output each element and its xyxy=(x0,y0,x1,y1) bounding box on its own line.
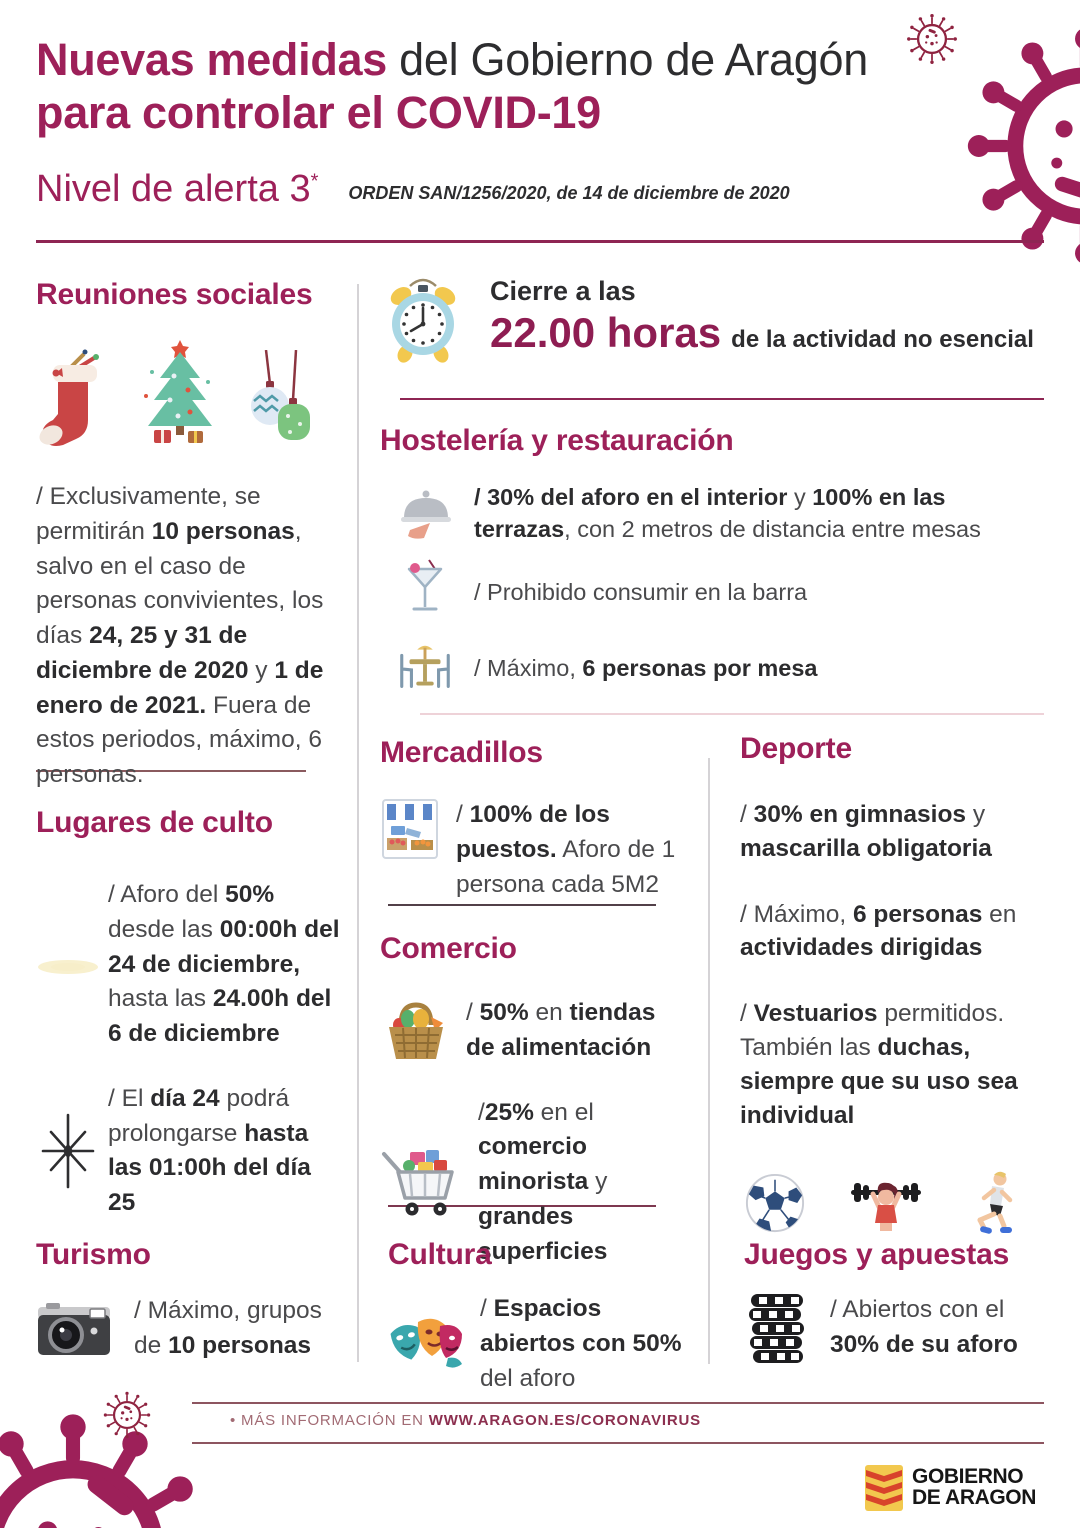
grocery-basket-icon xyxy=(380,997,452,1065)
bethlehem-star-icon xyxy=(36,1113,100,1189)
header-divider xyxy=(36,240,1044,243)
section-comercio xyxy=(380,932,680,1269)
theater-masks-icon xyxy=(388,1312,466,1376)
christmas-tree-icon xyxy=(138,338,222,448)
cierre-prefix: Cierre a las xyxy=(490,276,636,306)
section-turismo xyxy=(36,1238,348,1364)
food-service-cloche-icon xyxy=(394,486,456,542)
section-title: Comercio xyxy=(380,932,517,965)
section-title: Deporte xyxy=(740,732,852,765)
section-reuniones-sociales xyxy=(36,278,340,793)
footer-divider xyxy=(192,1442,1044,1444)
section-juegos-y-apuestas xyxy=(744,1238,1046,1366)
christmas-stocking-icon xyxy=(36,348,114,448)
section-divider xyxy=(388,904,656,906)
weightlifting-icon xyxy=(848,1171,924,1235)
comercio-item-text: /25% en el comercio minorista y grandes superficies xyxy=(478,1098,608,1265)
candle-glow-icon xyxy=(36,945,100,985)
running-icon xyxy=(966,1170,1020,1236)
lugares-item-text: / El día 24 podrá prolongarse hasta las 01:00h del día 25 xyxy=(108,1084,311,1217)
aragon-shield-icon xyxy=(864,1464,904,1512)
hosteleria-item-text: / 30% del aforo en el interior y 100% en las terrazas, con 2 metros de distancia entre mesas xyxy=(474,484,981,542)
hosteleria-item-text: / Máximo, 6 personas por mesa xyxy=(474,654,818,681)
deporte-item-text: / 30% en gimnasios y mascarilla obligatoria xyxy=(740,801,992,862)
footer-divider xyxy=(192,1402,1044,1404)
section-title: Turismo xyxy=(36,1238,151,1271)
alarm-clock-icon xyxy=(380,272,466,371)
section-title: Juegos y apuestas xyxy=(744,1238,1010,1271)
cierre-time: 22.00 horas xyxy=(490,309,722,356)
alert-level-row xyxy=(36,168,790,211)
section-lugares-de-culto xyxy=(36,806,342,1221)
vertical-divider xyxy=(708,758,710,1364)
poker-chips-icon xyxy=(744,1290,810,1366)
coronavirus-small-icon xyxy=(100,1388,154,1442)
order-reference: ORDEN SAN/1256/2020, de 14 de diciembre de 2020 xyxy=(348,183,790,203)
alert-asterisk: * xyxy=(310,170,319,193)
section-hosteleria xyxy=(380,424,1045,697)
juegos-item-text: / Abiertos con el 30% de su aforo xyxy=(830,1296,1018,1358)
section-title: Mercadillos xyxy=(380,736,543,769)
section-cierre xyxy=(380,272,1044,371)
section-title: Lugares de culto xyxy=(36,806,273,839)
section-divider xyxy=(420,713,1044,715)
cierre-text xyxy=(490,272,1034,357)
christmas-icons-row xyxy=(36,336,340,448)
christmas-baubles-icon xyxy=(246,350,312,448)
section-cultura xyxy=(388,1238,690,1396)
section-title: Cultura xyxy=(388,1238,492,1271)
lugares-item-text: / Aforo del 50% desde las 00:00h del 24 de diciembre, hasta las 24.00h del 6 de diciembre xyxy=(108,881,340,1048)
sports-icons-row xyxy=(740,1170,1052,1236)
alert-level: Nivel de alerta 3* xyxy=(36,168,319,210)
cierre-suffix: de la actividad no esencial xyxy=(731,326,1034,353)
turismo-item-text: / Máximo, grupos de 10 personas xyxy=(134,1297,322,1359)
section-divider xyxy=(400,398,1044,400)
deporte-item-text: / Máximo, 6 personas en actividades dirigidas xyxy=(740,900,1017,962)
section-title: Hostelería y restauración xyxy=(380,424,734,457)
logo-text: GOBIERNO DE ARAGON xyxy=(912,1465,1036,1509)
section-title: Reuniones sociales xyxy=(36,278,313,311)
reuniones-text: / Exclusivamente, se permitirán 10 personas, salvo en el caso de personas convivientes, los días 24, 25 y 31 de diciembre de 2020 y 1 de enero de 2021. Fuera de estos periodos, máximo, 6 personas. xyxy=(36,483,324,789)
camera-icon xyxy=(36,1299,112,1359)
vertical-divider xyxy=(357,284,359,1362)
soccer-ball-icon xyxy=(744,1172,806,1234)
section-deporte xyxy=(740,732,1052,1236)
hosteleria-item-text: / Prohibido consumir en la barra xyxy=(474,578,808,605)
gobierno-de-aragon-logo xyxy=(864,1464,1036,1512)
cocktail-glass-icon xyxy=(394,559,456,625)
mercadillos-item-text: / 100% de los puestos. Aforo de 1 persona cada 5M2 xyxy=(456,801,676,898)
market-stall-icon xyxy=(380,798,440,862)
footer-info: • MÁS INFORMACIÓN EN WWW.ARAGON.ES/CORONAVIRUS xyxy=(230,1412,701,1429)
deporte-item-text: / Vestuarios permitidos. También las duchas, siempre que su uso sea individual xyxy=(740,1000,1018,1129)
page-title: Nuevas medidas del Gobierno de Aragón para controlar el COVID-19 xyxy=(36,34,868,138)
comercio-item-text: / 50% en tiendas de alimentación xyxy=(466,999,656,1061)
cultura-item-text: / Espacios abiertos con 50% del aforo xyxy=(480,1295,682,1392)
shopping-cart-icon xyxy=(380,1146,464,1220)
terrace-table-icon xyxy=(394,639,456,697)
coronavirus-small-icon xyxy=(903,10,961,68)
section-mercadillos xyxy=(380,736,680,902)
